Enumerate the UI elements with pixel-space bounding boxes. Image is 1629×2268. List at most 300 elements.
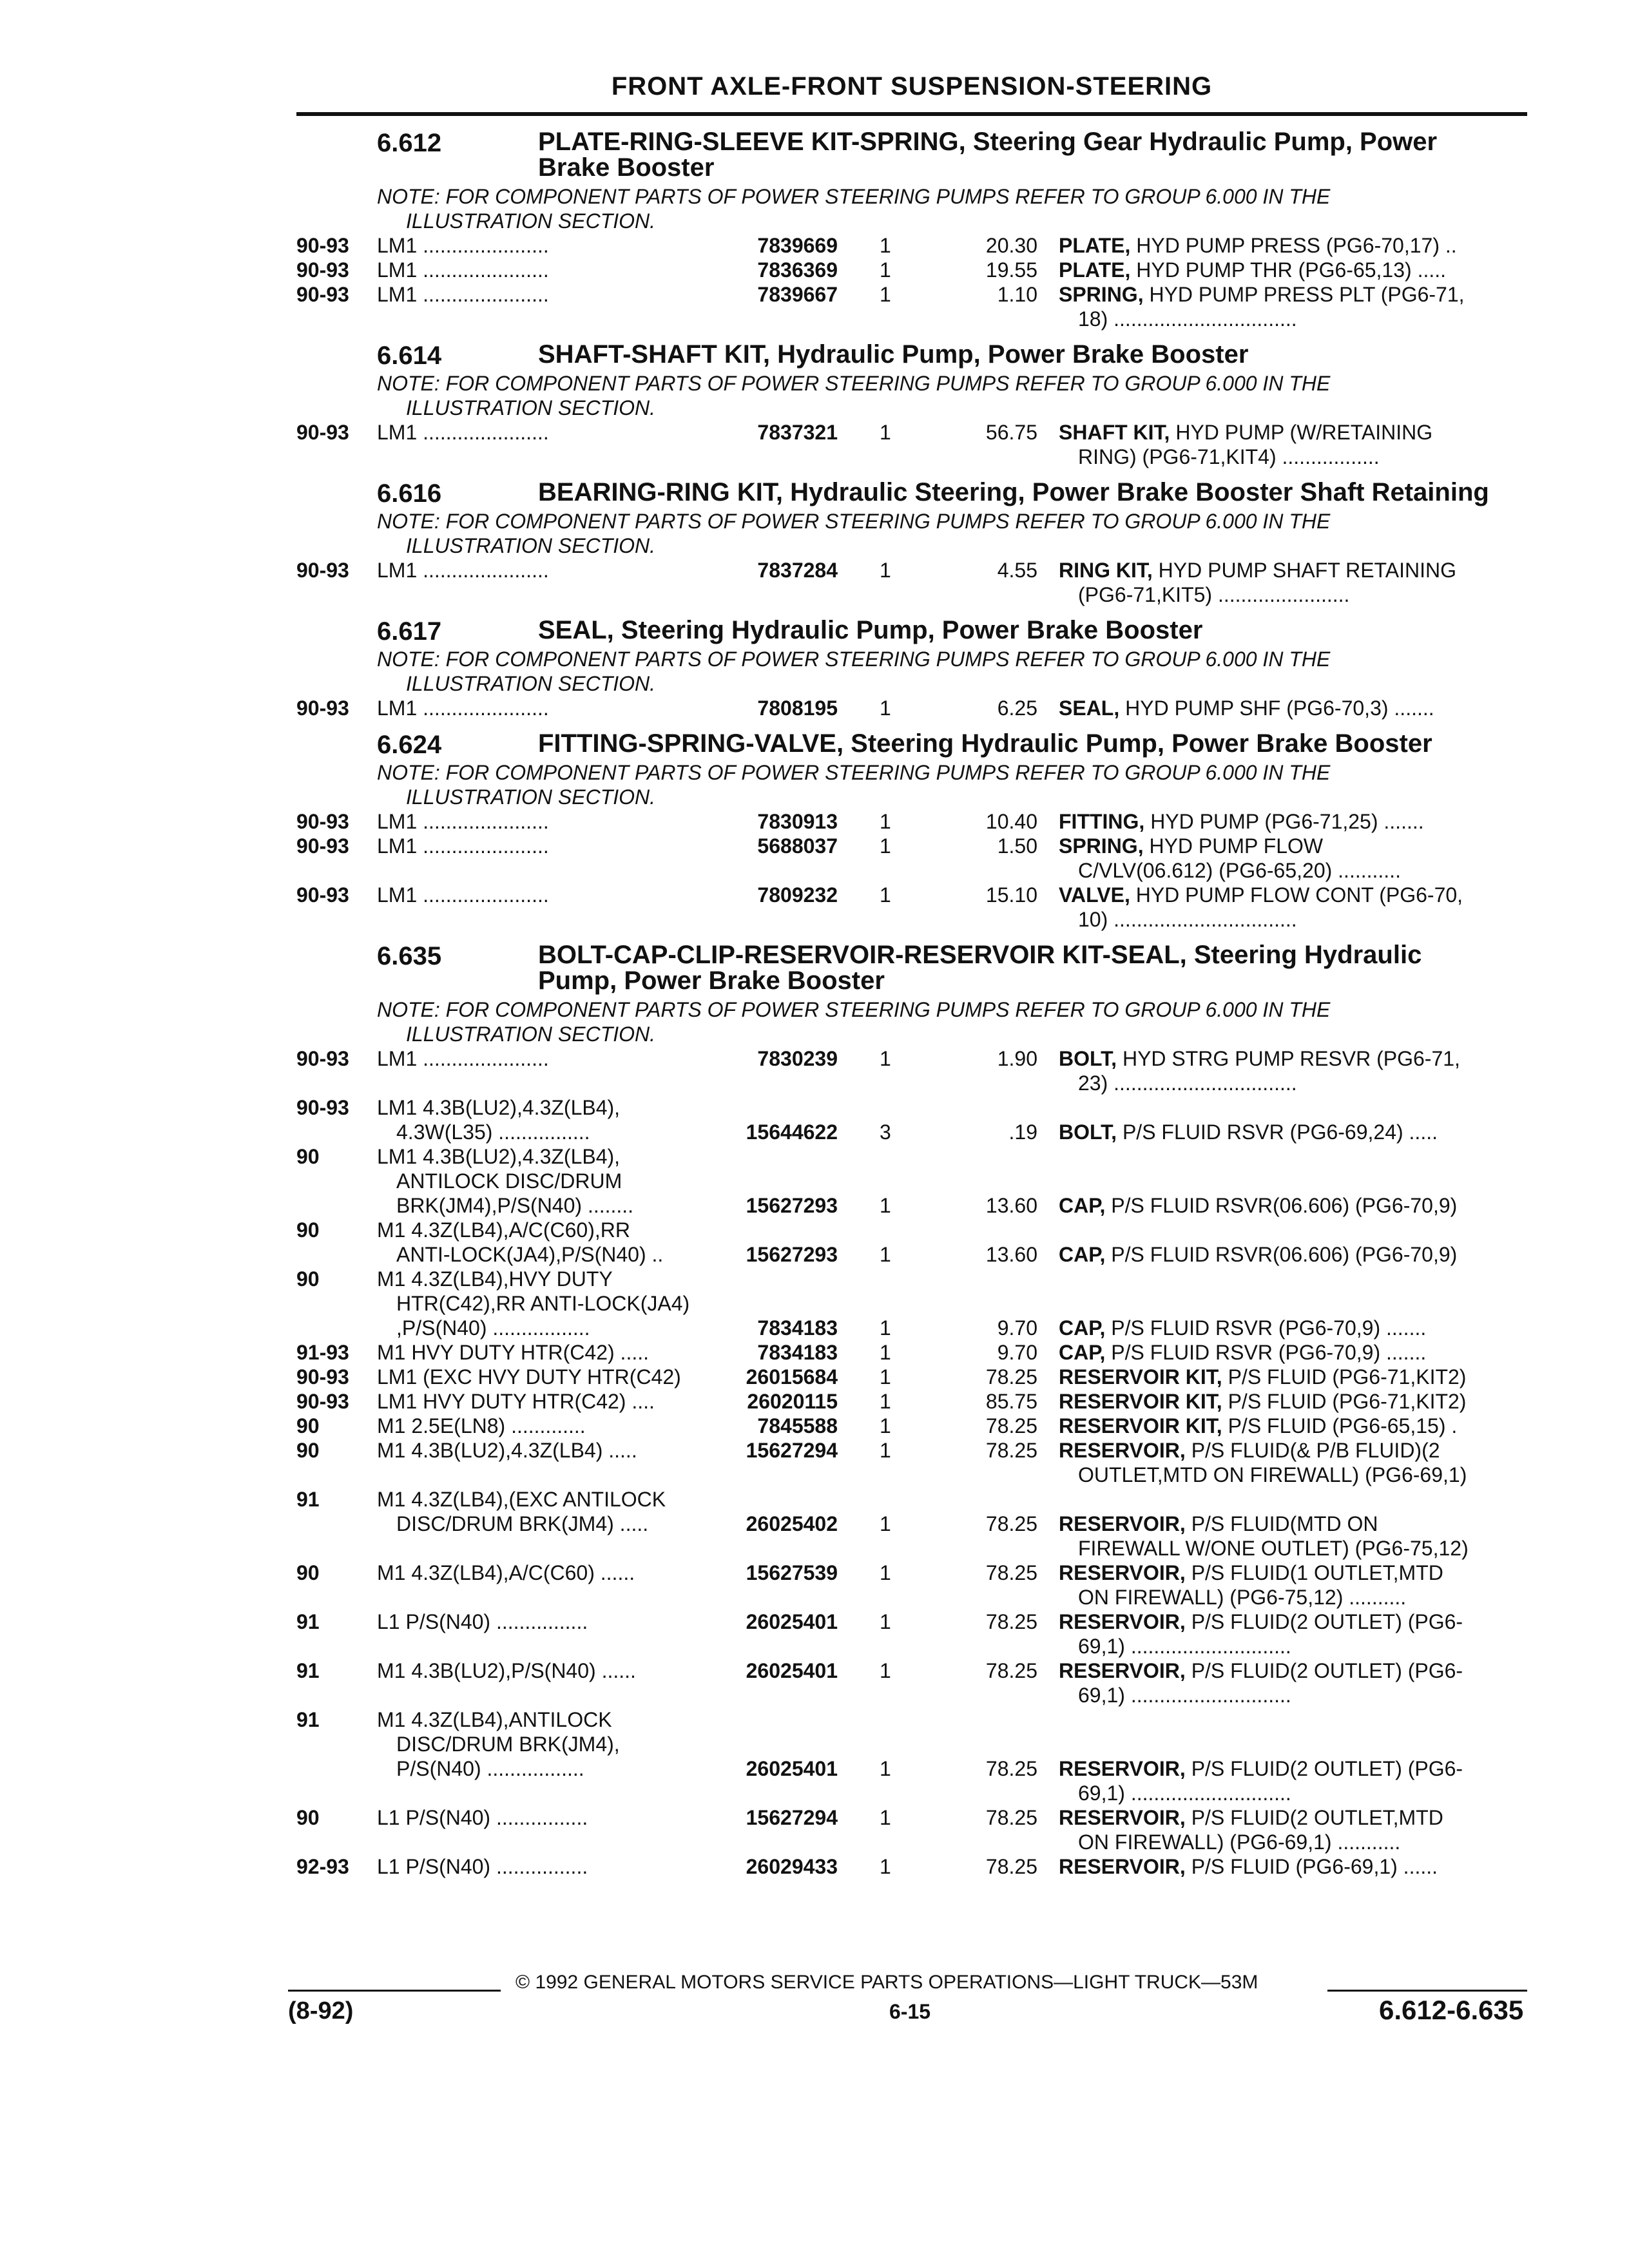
quantity: 1	[880, 1243, 891, 1266]
part-row	[296, 1707, 1527, 1805]
section-number: 6.635	[377, 942, 442, 970]
part-description	[1059, 1487, 1523, 1561]
section-number: 6.617	[377, 617, 442, 646]
price: 4.55	[997, 559, 1037, 582]
section-number: 6.624	[377, 731, 442, 759]
model-years: 90-93	[296, 697, 349, 720]
description-line: 69,1) ............................	[1078, 1635, 1291, 1658]
description-line: SHAFT KIT, HYD PUMP (W/RETAINING	[1059, 421, 1433, 444]
quantity: 1	[880, 1659, 891, 1682]
section-title: SEAL, Steering Hydraulic Pump, Power Brake Booster	[538, 616, 1203, 644]
part-number: 15627539	[746, 1561, 838, 1584]
description-line: SPRING, HYD PUMP FLOW	[1059, 834, 1324, 858]
model-years: 90-93	[296, 283, 349, 306]
part-description	[1059, 1095, 1523, 1144]
model-years: 92-93	[296, 1855, 349, 1878]
part-description	[1059, 1438, 1523, 1487]
model-line: LM1 ......................	[377, 234, 549, 257]
quantity: 1	[880, 1855, 891, 1878]
price: 15.10	[985, 883, 1037, 907]
description-line: RESERVOIR KIT, P/S FLUID (PG6-65,15) .	[1059, 1414, 1458, 1437]
model-line: ANTILOCK DISC/DRUM	[396, 1169, 622, 1193]
part-number: 7830913	[757, 810, 838, 833]
section-heading	[296, 478, 1527, 508]
description-line: SPRING, HYD PUMP PRESS PLT (PG6-71,	[1059, 283, 1465, 306]
model-line: LM1 ......................	[377, 258, 549, 282]
part-description	[1059, 809, 1523, 834]
part-description	[1059, 1046, 1523, 1095]
part-number: 7837321	[757, 421, 838, 444]
part-row	[296, 1267, 1527, 1340]
price: 19.55	[985, 258, 1037, 282]
part-row	[296, 1658, 1527, 1707]
quantity: 1	[880, 883, 891, 907]
description-line	[1059, 1144, 1523, 1169]
note-line: ILLUSTRATION SECTION.	[406, 785, 656, 809]
section-number: 6.616	[377, 479, 442, 508]
part-description	[1059, 282, 1523, 331]
price: 78.25	[985, 1414, 1037, 1437]
section-title: SHAFT-SHAFT KIT, Hydraulic Pump, Power Brake Booster	[538, 340, 1249, 369]
price: 78.25	[985, 1512, 1037, 1535]
note-line: NOTE: FOR COMPONENT PARTS OF POWER STEERING PUMPS REFER TO GROUP 6.000 IN THE	[377, 185, 1331, 208]
description-line: RESERVOIR, P/S FLUID(2 OUTLET,MTD	[1059, 1806, 1443, 1829]
description-line: BOLT, HYD STRG PUMP RESVR (PG6-71,	[1059, 1047, 1460, 1070]
description-line	[1059, 1218, 1523, 1242]
footer-page-number: 6-15	[889, 2000, 931, 2023]
model-line	[377, 1463, 1015, 1487]
section-title: BOLT-CAP-CLIP-RESERVOIR-RESERVOIR KIT-SEAL, Steering Hydraulic Pump, Power Brake Booster	[538, 941, 1422, 995]
description-line: RESERVOIR KIT, P/S FLUID (PG6-71,KIT2)	[1059, 1365, 1467, 1389]
model-line	[377, 582, 1015, 607]
part-number: 5688037	[757, 834, 838, 858]
model-line: M1 4.3Z(LB4),HVY DUTY	[377, 1267, 613, 1291]
part-number: 7834183	[757, 1316, 838, 1340]
part-number: 26025401	[746, 1757, 838, 1780]
description-line: 23) ................................	[1078, 1072, 1297, 1095]
part-number: 7809232	[757, 883, 838, 907]
description-line: RING) (PG6-71,KIT4) .................	[1078, 445, 1380, 468]
part-row	[296, 1365, 1527, 1389]
description-line: 10) ................................	[1078, 908, 1297, 931]
part-number: 7837284	[757, 559, 838, 582]
part-number: 7836369	[757, 258, 838, 282]
model-years: 90-93	[296, 1365, 349, 1389]
part-number: 26029433	[746, 1855, 838, 1878]
price: 78.25	[985, 1561, 1037, 1584]
section-note	[296, 184, 1472, 233]
description-line	[1059, 1291, 1523, 1316]
price: 13.60	[985, 1194, 1037, 1217]
part-number: 15627294	[746, 1439, 838, 1462]
model-line: DISC/DRUM BRK(JM4),	[396, 1733, 620, 1756]
section-note	[296, 997, 1472, 1046]
model-line: LM1 ......................	[377, 421, 549, 444]
section-note	[296, 647, 1472, 696]
model-line: P/S(N40) .................	[396, 1757, 584, 1780]
description-line	[1059, 1487, 1523, 1512]
model-line: LM1 ......................	[377, 834, 549, 858]
catalog-section	[296, 341, 1527, 469]
part-description	[1059, 558, 1523, 607]
quantity: 1	[880, 1414, 891, 1437]
model-line	[377, 1634, 1015, 1658]
note-line: ILLUSTRATION SECTION.	[406, 672, 656, 695]
section-heading	[296, 729, 1527, 759]
quantity: 1	[880, 1610, 891, 1633]
price: 9.70	[997, 1341, 1037, 1364]
quantity: 1	[880, 1512, 891, 1535]
model-years: 90-93	[296, 258, 349, 282]
description-line: C/VLV(06.612) (PG6-65,20) ...........	[1078, 859, 1401, 882]
description-line: 69,1) ............................	[1078, 1684, 1291, 1707]
part-row	[296, 1414, 1527, 1438]
footer-rule-right	[1327, 1990, 1527, 1992]
description-line: CAP, P/S FLUID RSVR(06.606) (PG6-70,9)	[1059, 1194, 1458, 1217]
price: 78.25	[985, 1365, 1037, 1389]
note-line: NOTE: FOR COMPONENT PARTS OF POWER STEERING PUMPS REFER TO GROUP 6.000 IN THE	[377, 998, 1331, 1021]
note-line: NOTE: FOR COMPONENT PARTS OF POWER STEERING PUMPS REFER TO GROUP 6.000 IN THE	[377, 761, 1331, 784]
model-line	[377, 1536, 1015, 1561]
description-line: SEAL, HYD PUMP SHF (PG6-70,3) .......	[1059, 697, 1434, 720]
part-description	[1059, 883, 1523, 932]
description-line: 69,1) ............................	[1078, 1782, 1291, 1805]
catalog-section	[296, 129, 1527, 331]
quantity: 1	[880, 1390, 891, 1413]
price: 85.75	[985, 1390, 1037, 1413]
catalog-section	[296, 617, 1527, 720]
price: 13.60	[985, 1243, 1037, 1266]
catalog-section	[296, 479, 1527, 607]
description-line: VALVE, HYD PUMP FLOW CONT (PG6-70,	[1059, 883, 1463, 907]
model-line: ANTI-LOCK(JA4),P/S(N40) ..	[396, 1243, 664, 1266]
description-line: RING KIT, HYD PUMP SHAFT RETAINING	[1059, 559, 1456, 582]
model-line	[377, 907, 1015, 932]
section-note	[296, 509, 1472, 558]
quantity: 1	[880, 421, 891, 444]
quantity: 1	[880, 834, 891, 858]
model-line	[377, 1781, 1015, 1805]
part-row	[296, 258, 1527, 282]
part-row	[296, 883, 1527, 932]
section-heading	[296, 129, 1527, 180]
model-line: M1 4.3B(LU2),P/S(N40) ......	[377, 1659, 636, 1682]
part-number: 15627293	[746, 1194, 838, 1217]
quantity: 1	[880, 1341, 891, 1364]
note-line: ILLUSTRATION SECTION.	[406, 396, 656, 419]
part-number: 26025401	[746, 1610, 838, 1633]
description-line: ON FIREWALL) (PG6-75,12) ..........	[1078, 1586, 1407, 1609]
model-line: LM1 ......................	[377, 697, 549, 720]
description-line: RESERVOIR KIT, P/S FLUID (PG6-71,KIT2)	[1059, 1390, 1467, 1413]
model-line: LM1 ......................	[377, 810, 549, 833]
description-line: (PG6-71,KIT5) .......................	[1078, 583, 1350, 606]
price: 78.25	[985, 1806, 1037, 1829]
model-years: 90-93	[296, 883, 349, 907]
part-row	[296, 1561, 1527, 1610]
description-line: ON FIREWALL) (PG6-69,1) ...........	[1078, 1831, 1401, 1854]
part-row	[296, 1218, 1527, 1267]
description-line: RESERVOIR, P/S FLUID(MTD ON	[1059, 1512, 1378, 1535]
section-number: 6.612	[377, 129, 442, 157]
note-line: NOTE: FOR COMPONENT PARTS OF POWER STEERING PUMPS REFER TO GROUP 6.000 IN THE	[377, 372, 1331, 395]
price: 78.25	[985, 1855, 1037, 1878]
model-years: 90	[296, 1414, 320, 1437]
model-line: M1 4.3Z(LB4),A/C(C60),RR	[377, 1218, 630, 1242]
description-line: FIREWALL W/ONE OUTLET) (PG6-75,12)	[1078, 1537, 1469, 1560]
model-years: 90	[296, 1806, 320, 1829]
part-description	[1059, 1389, 1523, 1414]
section-title: FITTING-SPRING-VALVE, Steering Hydraulic Pump, Power Brake Booster	[538, 729, 1432, 758]
model-line: BRK(JM4),P/S(N40) ........	[396, 1194, 634, 1217]
footer-rule-left	[288, 1990, 501, 1992]
price: 1.50	[997, 834, 1037, 858]
part-row	[296, 696, 1527, 720]
description-line: RESERVOIR, P/S FLUID (PG6-69,1) ......	[1059, 1855, 1438, 1878]
part-row	[296, 809, 1527, 834]
quantity: 1	[880, 234, 891, 257]
price: 78.25	[985, 1439, 1037, 1462]
note-line: ILLUSTRATION SECTION.	[406, 1023, 656, 1046]
description-line	[1059, 1267, 1523, 1291]
price: 1.10	[997, 283, 1037, 306]
section-heading	[296, 942, 1527, 994]
note-line: ILLUSTRATION SECTION.	[406, 209, 656, 233]
price: 78.25	[985, 1610, 1037, 1633]
part-description	[1059, 1267, 1523, 1340]
model-line	[377, 1585, 1015, 1610]
model-line	[377, 1830, 1015, 1854]
quantity: 1	[880, 1561, 891, 1584]
model-years: 90-93	[296, 834, 349, 858]
model-line: LM1 (EXC HVY DUTY HTR(C42)	[377, 1365, 681, 1389]
model-years: 90-93	[296, 234, 349, 257]
part-row	[296, 1487, 1527, 1561]
quantity: 1	[880, 1806, 891, 1829]
part-number: 26025401	[746, 1659, 838, 1682]
part-description	[1059, 834, 1523, 883]
model-years: 90-93	[296, 810, 349, 833]
model-line: M1 4.3Z(LB4),ANTILOCK	[377, 1708, 612, 1731]
price: .19	[1008, 1120, 1037, 1144]
part-row	[296, 1046, 1527, 1095]
model-years: 91	[296, 1610, 320, 1633]
model-line: LM1 ......................	[377, 1047, 549, 1070]
model-line: HTR(C42),RR ANTI-LOCK(JA4)	[396, 1292, 690, 1315]
model-line: L1 P/S(N40) ................	[377, 1855, 588, 1878]
description-line: CAP, P/S FLUID RSVR(06.606) (PG6-70,9)	[1059, 1243, 1458, 1266]
quantity: 1	[880, 697, 891, 720]
part-number: 15627294	[746, 1806, 838, 1829]
parts-catalog-content	[296, 126, 1527, 1889]
description-line	[1059, 1095, 1523, 1120]
part-row	[296, 834, 1527, 883]
part-number: 26020115	[747, 1390, 838, 1413]
model-line: LM1 ......................	[377, 559, 549, 582]
model-line: 4.3W(L35) ................	[396, 1120, 590, 1144]
section-title: PLATE-RING-SLEEVE KIT-SPRING, Steering Gear Hydraulic Pump, Power Brake Booster	[538, 128, 1438, 182]
part-description	[1059, 1658, 1523, 1707]
part-row	[296, 1610, 1527, 1658]
model-years: 90	[296, 1145, 320, 1168]
quantity: 1	[880, 559, 891, 582]
part-row	[296, 1805, 1527, 1854]
part-description	[1059, 1805, 1523, 1854]
quantity: 1	[880, 1439, 891, 1462]
model-years: 90	[296, 1218, 320, 1242]
note-line: NOTE: FOR COMPONENT PARTS OF POWER STEERING PUMPS REFER TO GROUP 6.000 IN THE	[377, 510, 1331, 533]
part-description	[1059, 1707, 1523, 1805]
part-description	[1059, 1365, 1523, 1389]
part-number: 7839667	[757, 283, 838, 306]
price: 10.40	[985, 810, 1037, 833]
model-line: LM1 ......................	[377, 883, 549, 907]
part-number: 26015684	[746, 1365, 838, 1389]
section-note	[296, 760, 1472, 809]
quantity: 1	[880, 1047, 891, 1070]
part-number: 7834183	[757, 1341, 838, 1364]
part-number: 7830239	[757, 1047, 838, 1070]
model-line: L1 P/S(N40) ................	[377, 1610, 588, 1633]
part-row	[296, 558, 1527, 607]
description-line: RESERVOIR, P/S FLUID(2 OUTLET) (PG6-	[1059, 1659, 1463, 1682]
description-line: FITTING, HYD PUMP (PG6-71,25) .......	[1059, 810, 1424, 833]
footer-date: (8-92)	[288, 1997, 354, 2024]
model-line	[377, 445, 1015, 469]
price: 20.30	[985, 234, 1037, 257]
model-line: LM1 ......................	[377, 283, 549, 306]
part-description	[1059, 258, 1523, 282]
model-line: M1 2.5E(LN8) .............	[377, 1414, 586, 1437]
part-number: 7808195	[757, 697, 838, 720]
model-years: 90	[296, 1561, 320, 1584]
note-line: NOTE: FOR COMPONENT PARTS OF POWER STEERING PUMPS REFER TO GROUP 6.000 IN THE	[377, 648, 1331, 671]
model-years: 91	[296, 1488, 320, 1511]
price: 1.90	[997, 1047, 1037, 1070]
part-row	[296, 1389, 1527, 1414]
part-number: 7845588	[757, 1414, 838, 1437]
description-line	[1059, 1707, 1523, 1732]
description-line: RESERVOIR, P/S FLUID(2 OUTLET) (PG6-	[1059, 1610, 1463, 1633]
part-number: 26025402	[746, 1512, 838, 1535]
model-line: LM1 HVY DUTY HTR(C42) ....	[377, 1390, 655, 1413]
model-years: 90-93	[296, 1047, 349, 1070]
description-line	[1059, 1169, 1523, 1193]
section-heading	[296, 616, 1527, 646]
part-description	[1059, 420, 1523, 469]
part-description	[1059, 1854, 1523, 1879]
model-line	[377, 858, 1015, 883]
model-line: M1 4.3Z(LB4),(EXC ANTILOCK	[377, 1488, 666, 1511]
model-years: 91	[296, 1659, 320, 1682]
part-description	[1059, 1414, 1523, 1438]
price: 78.25	[985, 1757, 1037, 1780]
part-number: 7839669	[757, 234, 838, 257]
part-row	[296, 1854, 1527, 1879]
model-years: 90-93	[296, 421, 349, 444]
model-line: M1 HVY DUTY HTR(C42) .....	[377, 1341, 649, 1364]
description-line: RESERVOIR, P/S FLUID(& P/B FLUID)(2	[1059, 1439, 1440, 1462]
model-line: LM1 4.3B(LU2),4.3Z(LB4),	[377, 1145, 621, 1168]
part-description	[1059, 1218, 1523, 1267]
part-row	[296, 1340, 1527, 1365]
part-number: 15627293	[746, 1243, 838, 1266]
part-description	[1059, 1561, 1523, 1610]
part-row	[296, 233, 1527, 258]
price: 9.70	[997, 1316, 1037, 1340]
quantity: 1	[880, 1194, 891, 1217]
section-note	[296, 371, 1472, 420]
model-years: 91-93	[296, 1341, 349, 1364]
description-line	[1059, 1732, 1523, 1756]
part-number: 15644622	[746, 1120, 838, 1144]
part-row	[296, 420, 1527, 469]
part-row	[296, 1144, 1527, 1218]
model-line	[377, 307, 1015, 331]
part-description	[1059, 1144, 1523, 1218]
page-title: FRONT AXLE-FRONT SUSPENSION-STEERING	[611, 72, 1213, 101]
quantity: 1	[880, 1365, 891, 1389]
page-header	[296, 72, 1527, 116]
quantity: 1	[880, 1757, 891, 1780]
model-line: M1 4.3Z(LB4),A/C(C60) ......	[377, 1561, 635, 1584]
description-line: CAP, P/S FLUID RSVR (PG6-70,9) .......	[1059, 1316, 1427, 1340]
description-line: 18) ................................	[1078, 307, 1297, 331]
price: 56.75	[985, 421, 1037, 444]
footer-section-range: 6.612-6.635	[1379, 1995, 1524, 2025]
model-years: 90	[296, 1439, 320, 1462]
section-title: BEARING-RING KIT, Hydraulic Steering, Power Brake Booster Shaft Retaining	[538, 478, 1489, 506]
part-row	[296, 282, 1527, 331]
catalog-section	[296, 942, 1527, 1879]
model-years: 90-93	[296, 1390, 349, 1413]
model-line: M1 4.3B(LU2),4.3Z(LB4) .....	[377, 1439, 637, 1462]
footer-copyright: © 1992 GENERAL MOTORS SERVICE PARTS OPERATIONS—LIGHT TRUCK—53M	[516, 1972, 1258, 1993]
quantity: 3	[880, 1120, 891, 1144]
quantity: 1	[880, 283, 891, 306]
description-line: PLATE, HYD PUMP PRESS (PG6-70,17) ..	[1059, 234, 1457, 257]
part-row	[296, 1095, 1527, 1144]
description-line: RESERVOIR, P/S FLUID(2 OUTLET) (PG6-	[1059, 1757, 1463, 1780]
part-description	[1059, 233, 1523, 258]
part-row	[296, 1438, 1527, 1487]
description-line: RESERVOIR, P/S FLUID(1 OUTLET,MTD	[1059, 1561, 1443, 1584]
model-years: 90-93	[296, 1096, 349, 1119]
catalog-section	[296, 731, 1527, 932]
quantity: 1	[880, 810, 891, 833]
price: 6.25	[997, 697, 1037, 720]
model-years: 90-93	[296, 559, 349, 582]
note-line: ILLUSTRATION SECTION.	[406, 534, 656, 557]
part-description	[1059, 1610, 1523, 1658]
model-line	[377, 1071, 1015, 1095]
section-heading	[296, 340, 1527, 370]
description-line: PLATE, HYD PUMP THR (PG6-65,13) .....	[1059, 258, 1447, 282]
price: 78.25	[985, 1659, 1037, 1682]
model-line: DISC/DRUM BRK(JM4) .....	[396, 1512, 649, 1535]
model-line	[377, 1683, 1015, 1707]
part-description	[1059, 696, 1523, 720]
description-line: CAP, P/S FLUID RSVR (PG6-70,9) .......	[1059, 1341, 1427, 1364]
part-description	[1059, 1340, 1523, 1365]
model-line: L1 P/S(N40) ................	[377, 1806, 588, 1829]
description-line: BOLT, P/S FLUID RSVR (PG6-69,24) .....	[1059, 1120, 1438, 1144]
description-line: OUTLET,MTD ON FIREWALL) (PG6-69,1)	[1078, 1463, 1467, 1486]
quantity: 1	[880, 1316, 891, 1340]
quantity: 1	[880, 258, 891, 282]
model-years: 91	[296, 1708, 320, 1731]
model-line: ,P/S(N40) .................	[396, 1316, 590, 1340]
